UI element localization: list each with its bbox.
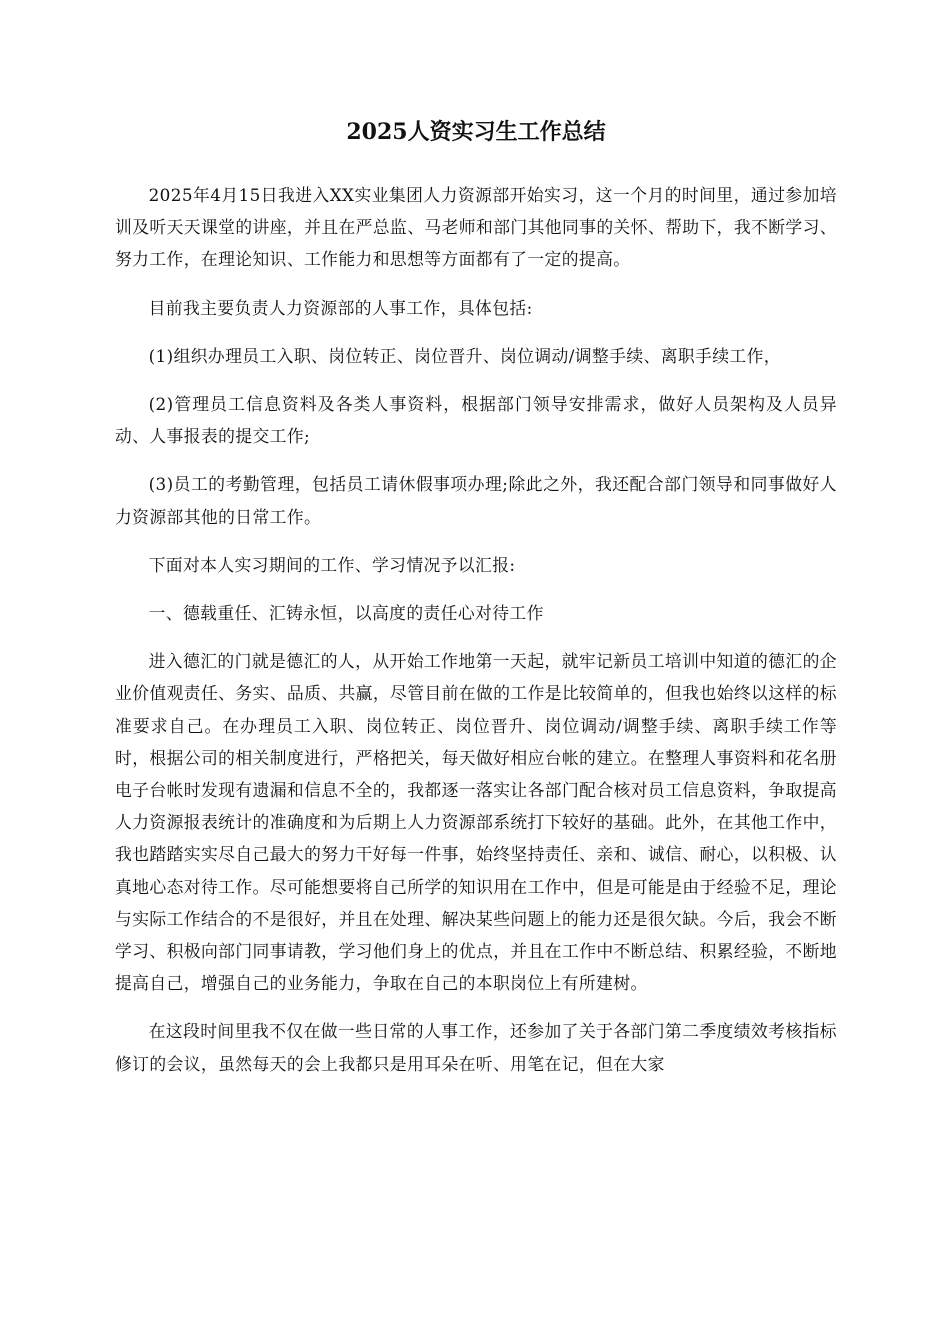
paragraph-item-3: (3)员工的考勤管理，包括员工请休假事项办理;除此之外，我还配合部门领导和同事做好人力资源部其他的日常工作。 [115, 474, 837, 527]
paragraph-item-2: (2)管理员工信息资料及各类人事资料，根据部门领导安排需求，做好人员架构及人员异动、人事报表的提交工作; [115, 394, 837, 447]
paragraph-report-lead: 下面对本人实习期间的工作、学习情况予以汇报: [148, 554, 516, 575]
section-heading-1: 一、德载重任、汇铸永恒，以高度的责任心对待工作 [148, 603, 544, 624]
document-title: 2025人资实习生工作总结 [346, 119, 606, 145]
paragraph-intro: 2025年4月15日我进入XX实业集团人力资源部开始实习，这一个月的时间里，通过参加培训及听天天课堂的讲座，并且在严总监、马老师和部门其他同事的关怀、帮助下，我不断学习、努力工作，在理论知识、工作能力和思想等方面都有了一定的提高。 [115, 185, 837, 270]
paragraph-responsibilities-lead: 目前我主要负责人力资源部的人事工作，具体包括: [148, 297, 533, 318]
paragraph-item-1: (1)组织办理员工入职、岗位转正、岗位晋升、岗位调动/调整手续、离职手续工作， [148, 345, 781, 366]
paragraph-section-1-body: 进入德汇的门就是德汇的人，从开始工作地第一天起，就牢记新员工培训中知道的德汇的企业价值观责任、务实、品质、共赢，尽管目前在做的工作是比较简单的，但我也始终以这样的标准要求自己。在办理员工入职、岗位转正、岗位晋升、岗位调动/调整手续、离职手续工作等时，根据公司的相关制度进行，严格把关，每天做好相应台帐的建立。在整理人事资料和花名册电子台帐时发现有遗漏和信息不全的，我都逐一落实让各部门配合核对员工信息资料，争取提高人力资源报表统计的准确度和为后期上人力资源部系统打下较好的基础。此外，在其他工作中，我也踏踏实实尽自己最大的努力干好每一件事，始终坚持责任、亲和、诚信、耐心，以积极、认真地心态对待工作。尽可能想要将自己所学的知识用在工作中，但是可能是由于经验不足，理论与实际工作结合的不是很好，并且在处理、解决某些问题上的能力还是很欠缺。今后，我会不断学习、积极向部门同事请教，学习他们身上的优点，并且在工作中不断总结、积累经验，不断地提高自己，增强自己的业务能力，争取在自己的本职岗位上有所建树。 [115, 651, 837, 994]
paragraph-meeting: 在这段时间里我不仅在做一些日常的人事工作，还参加了关于各部门第二季度绩效考核指标修订的会议，虽然每天的会上我都只是用耳朵在听、用笔在记，但在大家 [115, 1021, 837, 1074]
document-body [115, 179, 837, 1096]
